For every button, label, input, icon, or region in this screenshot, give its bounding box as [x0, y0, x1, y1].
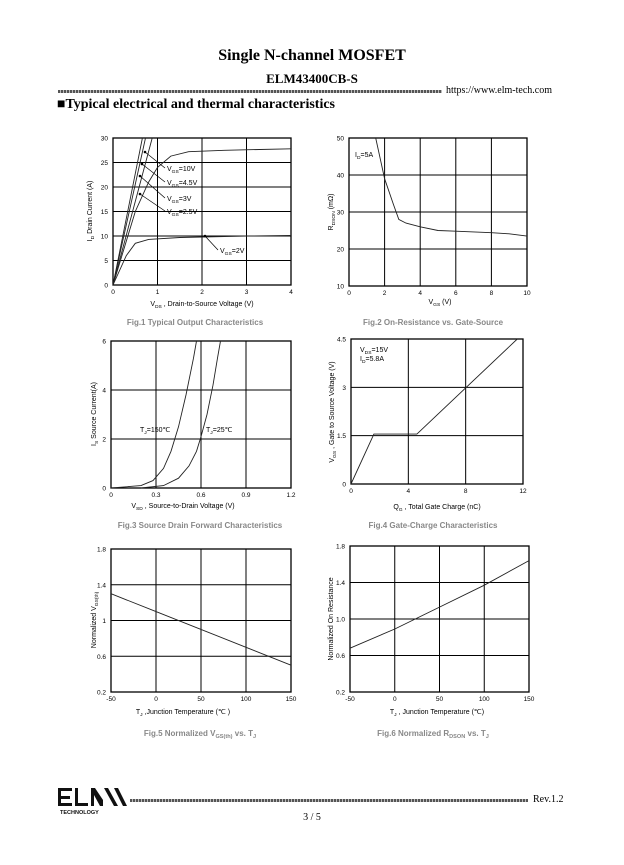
x-tick-label: 4 — [418, 290, 423, 297]
x-axis-label: $Q_G$ , Total Gate Charge (nC) — [393, 504, 481, 513]
x-tick-label: 0.6 — [196, 492, 206, 499]
figure-caption: Fig.5 Normalized $V_{GS(th)}$ vs. $T_J$ — [143, 729, 257, 740]
y-tick-label: 10 — [100, 233, 108, 241]
series-line — [376, 138, 527, 236]
y-tick-label: 3 — [342, 384, 346, 392]
y-tick-label: 4 — [102, 387, 106, 395]
y-axis-label: Normalized $V_{GS(th)}$ — [91, 591, 100, 649]
x-axis-label: $V_{SD}$ , Source-to-Drain Voltage (V) — [131, 503, 235, 512]
x-tick-label: 100 — [478, 696, 490, 703]
x-tick-label: 0 — [392, 696, 397, 703]
series-line — [141, 341, 221, 488]
series-label: $T_J=25℃$ — [206, 427, 233, 436]
y-tick-label: 0 — [104, 282, 108, 290]
x-tick-label: 4 — [289, 289, 293, 296]
website-link[interactable]: https://www.elm-tech.com — [446, 85, 552, 96]
x-tick-label: 0 — [154, 696, 158, 703]
y-tick-label: 6 — [102, 338, 106, 346]
y-tick-label: 10 — [336, 283, 344, 291]
x-tick-label: 6 — [453, 290, 458, 297]
chart-5 — [91, 547, 297, 741]
y-tick-label: 1.4 — [96, 582, 106, 590]
y-tick-label: 0.6 — [96, 653, 106, 661]
x-tick-label: 3 — [244, 289, 249, 296]
series-label: $V_{GS}=4.5V$ — [167, 180, 198, 189]
x-tick-label: 0.9 — [241, 492, 251, 499]
y-axis-label: $V_{GS}$ , Gate to Source Voltage (V) — [329, 361, 338, 463]
y-axis-label: $I_D$ Drain Current (A) — [87, 180, 96, 242]
x-axis-label: $T_J$ ,Junction Temperature (℃ ) — [135, 709, 231, 718]
y-tick-label: 1.8 — [96, 546, 106, 554]
arrow-head — [139, 175, 142, 178]
y-tick-label: 30 — [336, 209, 344, 217]
x-tick-label: 50 — [435, 696, 444, 703]
y-tick-label: 30 — [100, 135, 108, 143]
part-number: ELM43400CB-S — [266, 71, 358, 86]
revision: Rev.1.2 — [533, 794, 564, 805]
y-tick-label: 20 — [336, 246, 344, 254]
x-tick-label: 1.2 — [286, 492, 296, 499]
arrow-head — [144, 151, 147, 154]
y-tick-label: 1 — [102, 618, 106, 625]
series-label: $V_{GS}=10V$ — [167, 166, 196, 175]
annotation: $I_D=5A$ — [355, 152, 374, 161]
footer-divider — [130, 799, 528, 802]
series-line — [111, 341, 197, 488]
annotation: $I_D=5.8A$ — [360, 356, 384, 365]
x-tick-label: 10 — [523, 290, 531, 297]
y-tick-label: 0.2 — [96, 689, 106, 697]
y-tick-label: 1.5 — [336, 433, 346, 441]
y-tick-label: 2 — [102, 436, 106, 444]
x-tick-label: 0 — [111, 289, 115, 296]
x-tick-label: 12 — [519, 488, 527, 495]
figure-caption: Fig.3 Source Drain Forward Characteristics — [117, 521, 283, 530]
x-tick-label: 50 — [197, 696, 205, 703]
series-arrow — [140, 194, 165, 211]
page-number: 3 / 5 — [303, 812, 321, 823]
x-tick-label: -50 — [106, 696, 116, 703]
x-tick-label: -50 — [345, 696, 355, 703]
y-tick-label: 5 — [104, 258, 108, 265]
x-tick-label: 8 — [489, 290, 494, 297]
arrow-head — [139, 193, 142, 196]
x-tick-label: 150 — [285, 696, 297, 703]
x-tick-label: 8 — [463, 488, 468, 495]
chart-1 — [87, 136, 293, 328]
x-tick-label: 150 — [523, 696, 535, 703]
x-tick-label: 2 — [382, 290, 387, 297]
annotation: $V_{DS}=15V$ — [360, 347, 389, 356]
y-tick-label: 25 — [100, 160, 108, 167]
x-axis-label: $T_J$ , Junction Temperature (℃) — [389, 709, 485, 718]
y-tick-label: 0 — [102, 485, 106, 493]
chart-2 — [328, 136, 531, 328]
x-tick-label: 0 — [347, 290, 351, 297]
x-axis-label: $V_{GS}$ (V) — [428, 299, 452, 308]
figure-caption: Fig.2 On-Resistance vs. Gate-Source — [362, 318, 504, 327]
series-label: $V_{GS}=2V$ — [220, 248, 245, 257]
figure-caption: Fig.4 Gate-Charge Characteristics — [368, 521, 498, 530]
chart-6 — [328, 544, 535, 741]
y-tick-label: 40 — [336, 172, 344, 180]
x-tick-label: 2 — [200, 289, 204, 296]
y-tick-label: 0.2 — [335, 689, 345, 697]
y-tick-label: 1.4 — [335, 580, 345, 587]
series-label: $T_J=150℃$ — [140, 427, 171, 436]
y-tick-label: 50 — [336, 135, 344, 143]
y-tick-label: 0 — [342, 481, 346, 489]
y-tick-label: 1.8 — [335, 543, 345, 551]
chart-4 — [329, 337, 527, 531]
x-tick-label: 4 — [406, 488, 411, 495]
x-tick-label: 100 — [240, 696, 252, 703]
x-tick-label: 1 — [155, 289, 160, 296]
logo-text: TECHNOLOGY — [60, 810, 99, 816]
series-arrow — [205, 236, 218, 250]
y-tick-label: 15 — [100, 209, 108, 216]
x-tick-label: 0 — [349, 488, 353, 495]
x-tick-label: 0.3 — [151, 492, 161, 499]
x-tick-label: 0 — [109, 492, 113, 499]
arrow-head — [204, 235, 207, 238]
figure-caption: Fig.1 Typical Output Characteristics — [126, 318, 264, 327]
y-axis-label: Normalized On Resistance — [328, 577, 335, 661]
y-tick-label: 4.5 — [336, 336, 346, 344]
y-tick-label: 0.6 — [335, 653, 345, 660]
y-axis-label: $I_S$ Source Current(A) — [91, 382, 100, 446]
figure-caption: Fig.6 Normalized $R_{DSON}$ vs. $T_J$ — [377, 729, 489, 740]
y-tick-label: 1.0 — [335, 616, 345, 624]
series-label: $V_{GS}=3V$ — [167, 196, 192, 205]
x-axis-label: $V_{DS}$ , Drain-to-Source Voltage (V) — [150, 301, 254, 310]
y-axis-label: $R_{DSON}$ (mΩ) — [328, 193, 337, 231]
document-title: Single N-channel MOSFET — [218, 47, 406, 64]
section-title: ■Typical electrical and thermal characteristics — [57, 97, 336, 112]
series-label: $V_{GS}=2.5V$ — [167, 209, 198, 218]
arrow-head — [141, 163, 144, 166]
chart-3 — [91, 339, 296, 531]
y-tick-label: 20 — [100, 184, 108, 192]
series-arrow — [142, 164, 165, 182]
